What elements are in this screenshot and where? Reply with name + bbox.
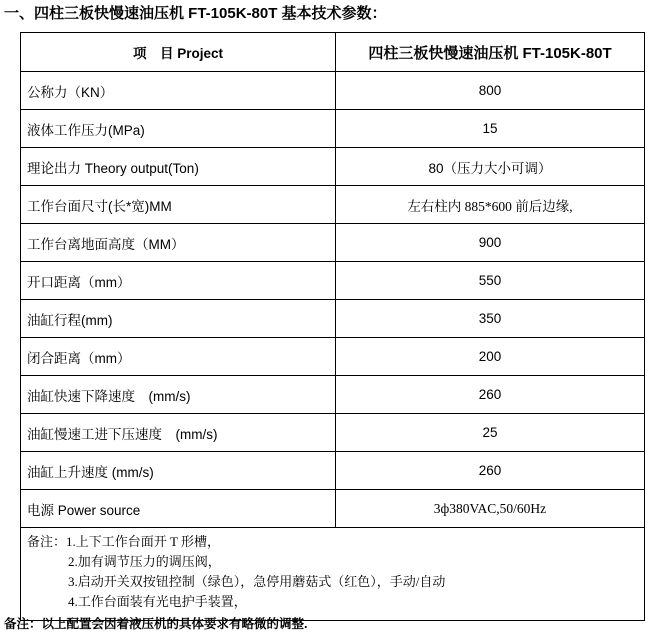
row-value: 3ф380VAC,50/60Hz xyxy=(336,490,645,528)
header-model: 四柱三板快慢速油压机 FT-105K-80T xyxy=(336,33,645,72)
row-label: 工作台离地面高度（MM） xyxy=(21,224,336,262)
row-value: 800 xyxy=(336,72,645,110)
row-label: 油缸上升速度 (mm/s) xyxy=(21,452,336,490)
table-row xyxy=(21,300,645,338)
row-label: 公称力（KN） xyxy=(21,72,336,110)
table-row xyxy=(21,262,645,300)
note-line: 3.启动开关双按钮控制（绿色），急停用蘑菇式（红色），手动/自动 xyxy=(68,574,446,589)
table-row xyxy=(21,414,645,452)
table-row xyxy=(21,110,645,148)
table-row xyxy=(21,72,645,110)
table-header-row xyxy=(21,33,645,72)
footnote: 备注：以上配置会因着液压机的具体要求有略微的调整. xyxy=(4,617,308,631)
row-value: 25 xyxy=(336,414,645,452)
row-value: 350 xyxy=(336,300,645,338)
row-label: 理论出力 Theory output(Ton) xyxy=(21,148,336,186)
row-value: 左右柱内 885*600 前后边缘, xyxy=(336,186,645,224)
row-label: 油缸慢速工进下压速度 (mm/s) xyxy=(21,414,336,452)
table-row xyxy=(21,186,645,224)
row-value: 200 xyxy=(336,338,645,376)
row-label: 工作台面尺寸(长*宽)MM xyxy=(21,186,336,224)
row-label: 液体工作压力(MPa) xyxy=(21,110,336,148)
table-row xyxy=(21,338,645,376)
table-row xyxy=(21,376,645,414)
note-line: 4.工作台面装有光电护手装置， xyxy=(68,594,247,609)
row-label: 油缸行程(mm) xyxy=(21,300,336,338)
row-label: 开口距离（mm） xyxy=(21,262,336,300)
row-value: 260 xyxy=(336,376,645,414)
spec-table xyxy=(20,32,645,621)
header-project: 项 目 Project xyxy=(21,33,336,72)
row-label: 闭合距离（mm） xyxy=(21,338,336,376)
row-value: 900 xyxy=(336,224,645,262)
page-heading: 一、四柱三板快慢速油压机 FT-105K-80T 基本技术参数： xyxy=(4,5,387,22)
notes-row xyxy=(21,528,645,621)
table-row xyxy=(21,490,645,528)
row-value: 80（压力大小可调） xyxy=(336,148,645,186)
row-label: 电源 Power source xyxy=(21,490,336,528)
table-row xyxy=(21,224,645,262)
table-row xyxy=(21,148,645,186)
row-value: 550 xyxy=(336,262,645,300)
row-value: 15 xyxy=(336,110,645,148)
note-line: 备注：1.上下工作台面开 T 形槽， xyxy=(27,534,220,549)
note-line: 2.加有调节压力的调压阀， xyxy=(68,554,221,569)
table-row xyxy=(21,452,645,490)
row-label: 油缸快速下降速度 (mm/s) xyxy=(21,376,336,414)
notes-cell xyxy=(21,528,645,621)
row-value: 260 xyxy=(336,452,645,490)
